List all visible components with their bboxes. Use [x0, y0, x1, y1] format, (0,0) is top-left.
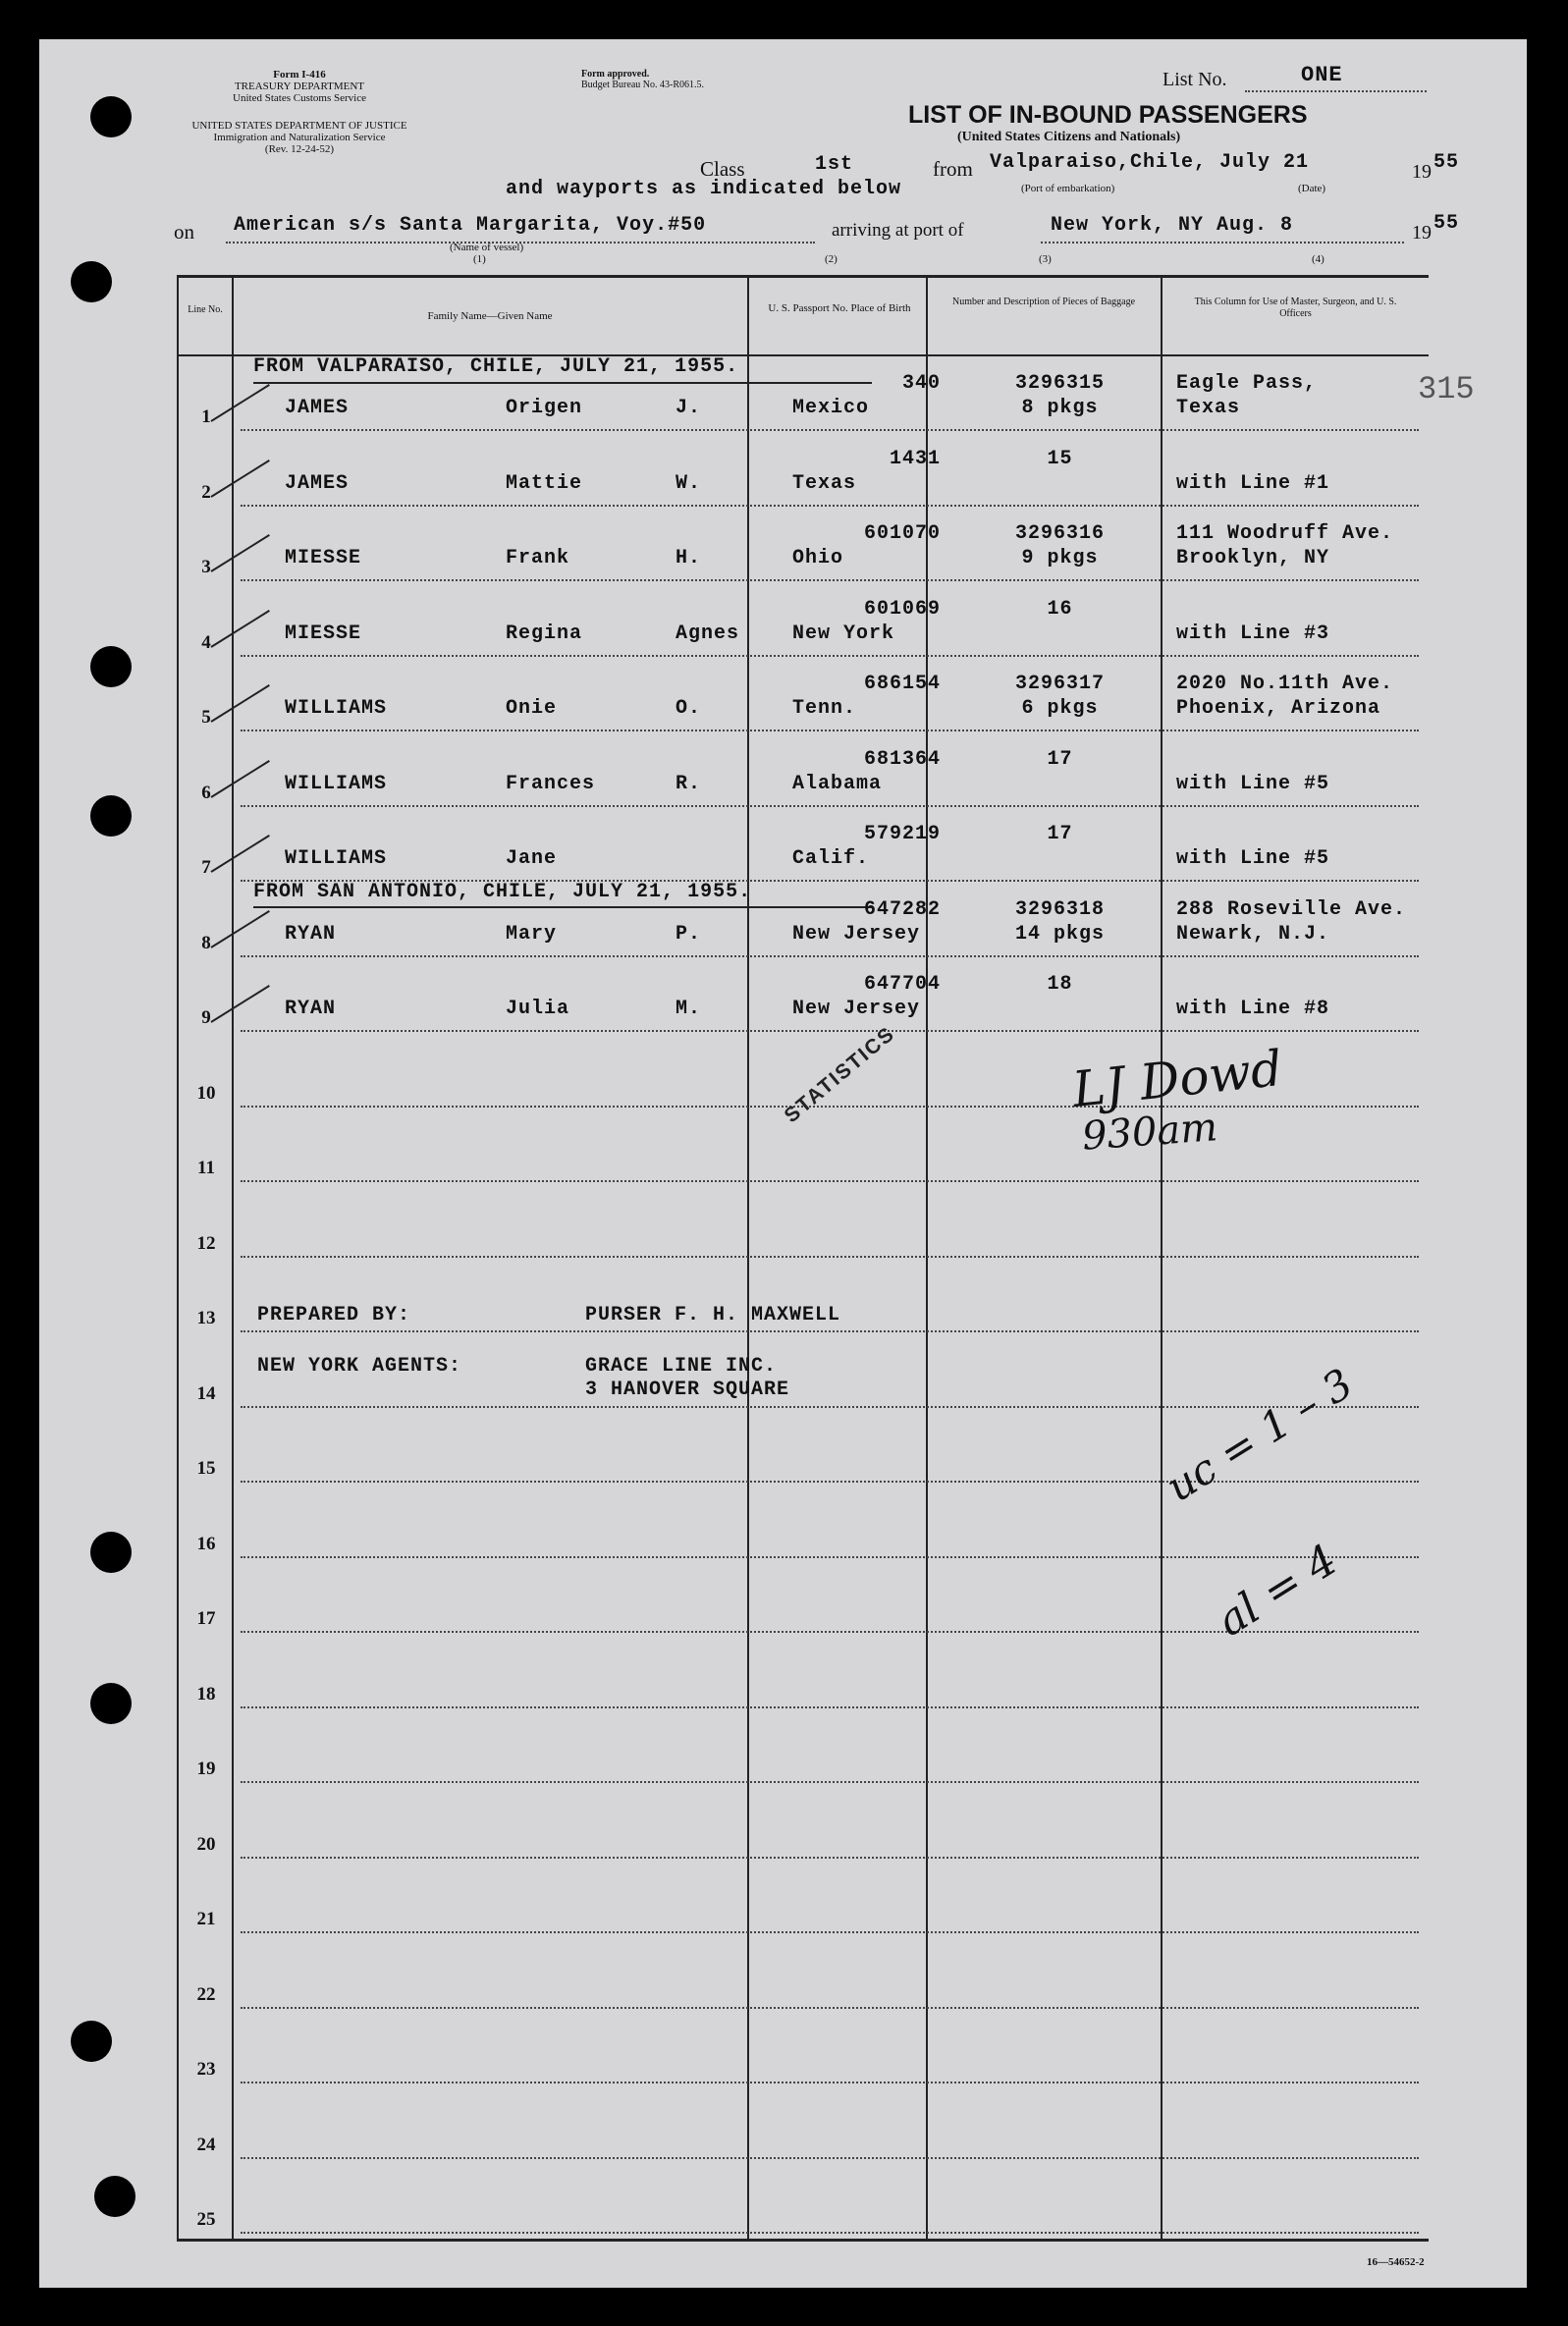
arrival-time-note: 930am: [1080, 1105, 1219, 1160]
row-guide: [241, 1106, 1419, 1108]
col-header-officers: This Column for Use of Master, Surgeon, and U. S. Officers: [1194, 297, 1397, 319]
passport-number: 647282: [863, 897, 941, 921]
col-header-passport: U. S. Passport No. Place of Birth: [768, 302, 911, 314]
caption-1: (1): [473, 253, 486, 265]
row-guide: [241, 429, 1419, 431]
check-mark: [210, 460, 269, 498]
family-name: RYAN: [285, 998, 337, 1020]
middle-name: O.: [676, 697, 702, 720]
family-name: WILLIAMS: [285, 697, 388, 720]
wayports-text: and wayports as indicated below: [506, 178, 902, 200]
form-print-number: 16—54652-2: [1367, 2256, 1425, 2268]
officer-remark-line1: 288 Roseville Ave.: [1176, 897, 1407, 921]
row-guide: [241, 2007, 1419, 2009]
row-guide: [241, 2232, 1419, 2234]
form-approved-block: [581, 69, 704, 90]
middle-name: M.: [676, 998, 702, 1020]
passport-number: 579219: [863, 823, 941, 845]
status-note-uc: uc = 1 – 3: [1158, 1359, 1362, 1511]
page-mark: 315: [1418, 371, 1475, 407]
arrival-value: New York, NY Aug. 8: [1051, 214, 1294, 237]
form-identity-block: [167, 69, 432, 104]
baggage-number: 17: [1047, 823, 1073, 845]
officer-remark-line2: with Line #3: [1176, 622, 1330, 645]
baggage-description: 9 pkgs: [1021, 547, 1099, 569]
place-of-birth: New York: [792, 622, 895, 645]
year-value: 55: [1433, 151, 1460, 174]
check-mark: [210, 835, 269, 873]
year2-prefix: 19: [1412, 222, 1432, 243]
line-number: 10: [196, 1082, 216, 1104]
family-name: RYAN: [285, 922, 337, 946]
row-guide: [241, 730, 1419, 731]
row-guide: [241, 1481, 1419, 1483]
list-no-label: List No.: [1162, 69, 1227, 90]
page-subtitle: (United States Citizens and Nationals): [957, 130, 1181, 144]
form-approved-label: Form approved.: [581, 69, 650, 80]
revision-label: (Rev. 12-24-52): [264, 143, 335, 155]
place-of-birth: Texas: [792, 471, 857, 495]
line-number: 18: [196, 1683, 216, 1704]
place-of-birth: New Jersey: [792, 998, 921, 1020]
middle-name: P.: [676, 922, 702, 946]
line-number: 12: [196, 1232, 216, 1254]
ins-label: Immigration and Naturalization Service: [213, 132, 386, 143]
section-label-san-antonio: FROM SAN ANTONIO, CHILE, JULY 21, 1955.: [253, 881, 752, 903]
row-guide: [241, 1857, 1419, 1859]
baggage-description: 8 pkgs: [1021, 397, 1099, 419]
family-name: WILLIAMS: [285, 772, 388, 795]
line-number: 2: [201, 481, 211, 503]
line-number: 14: [196, 1382, 216, 1404]
middle-name: Agnes: [676, 622, 740, 645]
agents-value-line2: 3 HANOVER SQUARE: [585, 1379, 790, 1401]
row-guide: [241, 1330, 1419, 1332]
row-guide: [241, 1931, 1419, 1933]
table-left-border: [177, 275, 179, 2239]
status-note-al: al = 4: [1208, 1535, 1346, 1647]
baggage-number: 3296316: [1014, 522, 1105, 545]
middle-name: H.: [676, 547, 702, 569]
passport-number: 686154: [863, 673, 941, 695]
row-guide: [241, 1556, 1419, 1558]
punch-hole: [90, 1683, 132, 1724]
line-number: 8: [201, 932, 211, 953]
officer-remark-line2: Phoenix, Arizona: [1176, 697, 1381, 720]
given-name: Regina: [506, 622, 583, 645]
port-caption: (Port of embarkation): [1021, 183, 1115, 194]
manifest-page: [39, 39, 1527, 2288]
row-guide: [241, 2157, 1419, 2159]
agents-label: NEW YORK AGENTS:: [257, 1355, 462, 1378]
officer-signature: LJ Dowd: [1069, 1039, 1285, 1119]
line-number: 5: [201, 707, 211, 728]
officer-remark-line2: Texas: [1176, 397, 1241, 419]
line-number: 19: [196, 1758, 216, 1779]
section-label-valparaiso: FROM VALPARAISO, CHILE, JULY 21, 1955.: [253, 355, 739, 378]
row-guide: [241, 2082, 1419, 2083]
class-label: Class: [700, 157, 745, 181]
punch-hole: [71, 2021, 112, 2062]
arriving-label: arriving at port of: [832, 220, 964, 241]
officer-remark-line1: 2020 No.11th Ave.: [1176, 673, 1394, 695]
punch-hole: [90, 96, 132, 137]
passport-number: 1431: [889, 447, 941, 470]
budget-bureau-label: Budget Bureau No. 43-R061.5.: [581, 80, 704, 90]
given-name: Mattie: [506, 471, 583, 495]
line-number: 15: [196, 1458, 216, 1479]
row-guide: [241, 1406, 1419, 1408]
punch-hole: [94, 2176, 135, 2217]
class-value: 1st: [815, 153, 854, 176]
given-name: Onie: [506, 697, 558, 720]
given-name: Mary: [506, 922, 558, 946]
line-number: 23: [196, 2059, 216, 2080]
check-mark: [210, 534, 269, 572]
row-guide: [241, 1256, 1419, 1258]
row-guide: [241, 1706, 1419, 1708]
list-no-value: ONE: [1301, 63, 1343, 87]
caption-2: (2): [825, 253, 838, 265]
customs-label: United States Customs Service: [233, 92, 366, 104]
baggage-number: 3296315: [1014, 372, 1105, 395]
caption-4: (4): [1312, 253, 1325, 265]
place-of-birth: Mexico: [792, 397, 870, 419]
passport-number: 647704: [863, 973, 941, 996]
middle-name: J.: [676, 397, 702, 419]
given-name: Julia: [506, 998, 570, 1020]
agents-value-line1: GRACE LINE INC.: [585, 1355, 778, 1378]
punch-hole: [90, 646, 132, 687]
given-name: Jane: [506, 847, 558, 870]
table-top-border: [177, 275, 1429, 278]
line-number: 9: [201, 1007, 211, 1028]
family-name: MIESSE: [285, 622, 362, 645]
page-title: LIST OF IN-BOUND PASSENGERS: [908, 101, 1308, 129]
punch-hole: [90, 795, 132, 837]
baggage-description: 6 pkgs: [1021, 697, 1099, 720]
baggage-number: 17: [1047, 747, 1073, 771]
family-name: MIESSE: [285, 547, 362, 569]
section-underline: [253, 382, 872, 384]
row-guide: [241, 955, 1419, 957]
row-guide: [241, 505, 1419, 507]
row-guide: [241, 655, 1419, 657]
line-number: 25: [196, 2209, 216, 2230]
date-caption: (Date): [1298, 183, 1326, 194]
family-name: WILLIAMS: [285, 847, 388, 870]
passport-number: 601070: [863, 522, 941, 545]
place-of-birth: New Jersey: [792, 922, 921, 946]
form-number-label: Form I-416: [273, 69, 326, 81]
place-of-birth: Alabama: [792, 772, 883, 795]
baggage-description: 14 pkgs: [1014, 922, 1105, 946]
check-mark: [210, 684, 269, 723]
check-mark: [210, 610, 269, 648]
baggage-number: 3296318: [1014, 897, 1105, 921]
line-number: 6: [201, 782, 211, 803]
given-name: Origen: [506, 397, 583, 419]
place-of-birth: Tenn.: [792, 697, 857, 720]
table-bottom-border: [177, 2239, 1429, 2242]
check-mark: [210, 384, 269, 422]
line-number: 3: [201, 557, 211, 577]
officer-remark-line2: with Line #8: [1176, 998, 1330, 1020]
justice-block: [167, 120, 432, 155]
officer-remark-line2: with Line #5: [1176, 772, 1330, 795]
check-mark: [210, 985, 269, 1023]
prepared-by-value: PURSER F. H. MAXWELL: [585, 1304, 841, 1326]
list-no-underline: [1245, 90, 1427, 92]
line-number: 4: [201, 631, 211, 653]
line-number: 21: [196, 1909, 216, 1929]
arrival-underline: [1041, 242, 1404, 243]
middle-name: R.: [676, 772, 702, 795]
middle-name: W.: [676, 471, 702, 495]
passport-number: 681364: [863, 747, 941, 771]
line-number: 7: [201, 857, 211, 878]
section-underline: [253, 906, 872, 908]
line-number: 13: [196, 1308, 216, 1328]
passport-number: 340: [901, 372, 941, 395]
row-guide: [241, 805, 1419, 807]
col-divider-lineno: [232, 275, 234, 2239]
punch-hole: [90, 1532, 132, 1573]
col-header-baggage: Number and Description of Pieces of Baggage: [951, 297, 1136, 307]
given-name: Frank: [506, 547, 570, 569]
line-number: 1: [201, 406, 211, 427]
given-name: Frances: [506, 772, 596, 795]
on-label: on: [174, 220, 194, 243]
vessel-caption: (Name of vessel): [450, 242, 524, 253]
line-number: 17: [196, 1608, 216, 1629]
col-header-line-no: Line No.: [188, 304, 223, 315]
passport-number: 601069: [863, 597, 941, 621]
place-of-birth: Ohio: [792, 547, 844, 569]
prepared-by-label: PREPARED BY:: [257, 1304, 411, 1326]
officer-remark-line2: Newark, N.J.: [1176, 922, 1330, 946]
row-guide: [241, 1030, 1419, 1032]
row-guide: [241, 579, 1419, 581]
justice-label: UNITED STATES DEPARTMENT OF JUSTICE: [191, 120, 407, 132]
row-guide: [241, 1781, 1419, 1783]
line-number: 24: [196, 2134, 216, 2155]
statistics-stamp: STATISTICS: [780, 1022, 900, 1128]
line-number: 20: [196, 1833, 216, 1855]
line-number: 11: [197, 1158, 215, 1178]
punch-hole: [71, 261, 112, 302]
col-header-name: Family Name—Given Name: [427, 310, 553, 322]
baggage-number: 15: [1047, 447, 1073, 470]
officer-remark-line2: with Line #1: [1176, 471, 1330, 495]
officer-remark-line1: 111 Woodruff Ave.: [1176, 522, 1394, 545]
row-guide: [241, 1180, 1419, 1182]
line-number: 16: [196, 1533, 216, 1554]
baggage-number: 16: [1047, 597, 1073, 621]
officer-remark-line2: Brooklyn, NY: [1176, 547, 1330, 569]
check-mark: [210, 760, 269, 798]
baggage-number: 3296317: [1014, 673, 1105, 695]
vessel-value: American s/s Santa Margarita, Voy.#50: [234, 214, 707, 237]
treasury-label: TREASURY DEPARTMENT: [234, 81, 365, 92]
family-name: JAMES: [285, 471, 350, 495]
from-value: Valparaiso,Chile, July 21: [990, 151, 1310, 174]
from-label: from: [933, 157, 973, 181]
officer-remark-line2: with Line #5: [1176, 847, 1330, 870]
line-number: 22: [196, 1983, 216, 2005]
baggage-number: 18: [1047, 973, 1073, 996]
year2-value: 55: [1433, 212, 1460, 235]
caption-3: (3): [1039, 253, 1052, 265]
family-name: JAMES: [285, 397, 350, 419]
check-mark: [210, 910, 269, 948]
officer-remark-line1: Eagle Pass,: [1176, 372, 1318, 395]
year-prefix: 19: [1412, 161, 1432, 183]
place-of-birth: Calif.: [792, 847, 870, 870]
